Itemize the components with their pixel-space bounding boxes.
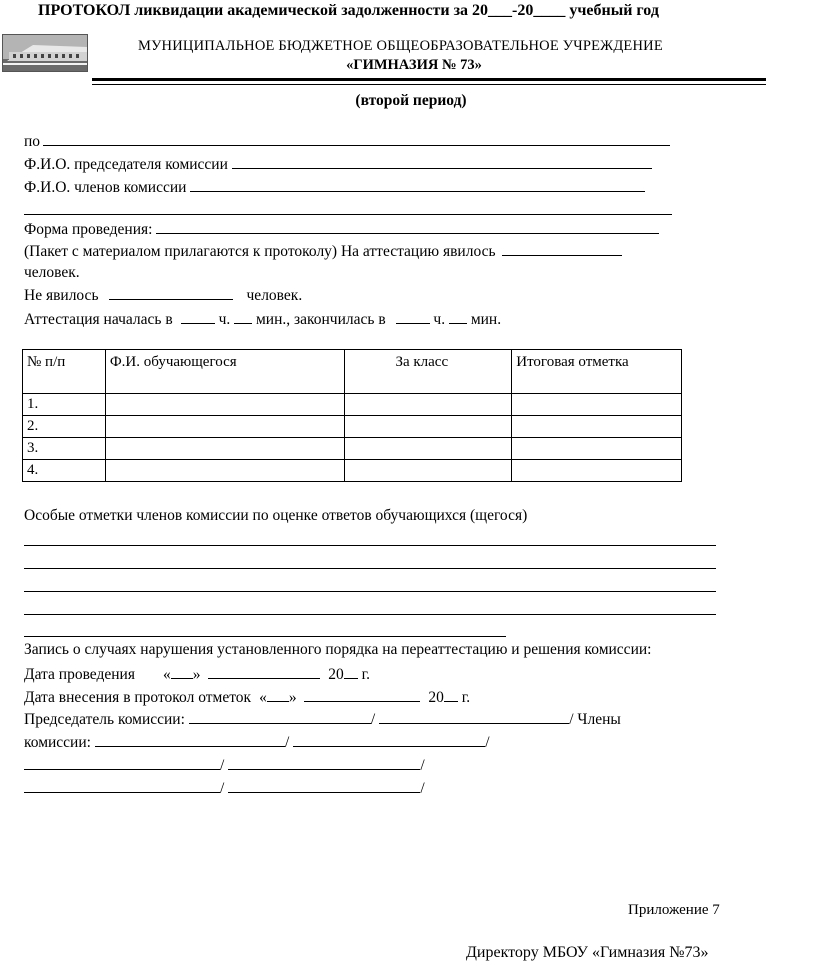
- day-blank[interactable]: [171, 665, 193, 679]
- time-field: [24, 310, 501, 329]
- document-title: ПРОТОКОЛ ликвидации академической задолженности за 20___-20____ учебный год: [38, 2, 659, 19]
- grade-cell[interactable]: [512, 438, 682, 460]
- members-label: Ф.И.О. членов комиссии: [24, 179, 187, 196]
- grade-cell[interactable]: [512, 394, 682, 416]
- chair-field: [24, 155, 652, 174]
- member-name-blank[interactable]: [228, 756, 420, 770]
- subject-field: [24, 132, 670, 151]
- attendance-field: [24, 242, 622, 261]
- year-prefix: 20: [428, 689, 444, 706]
- appendix-label: Приложение 7: [628, 902, 720, 918]
- subject-blank[interactable]: [43, 132, 670, 146]
- notes-line-1[interactable]: [24, 545, 716, 546]
- minutes-abbr: мин.: [470, 311, 502, 328]
- class-cell[interactable]: [345, 394, 512, 416]
- member-name-blank[interactable]: [293, 733, 485, 747]
- member-signature-blank[interactable]: [95, 733, 285, 747]
- student-name-cell[interactable]: [105, 394, 345, 416]
- member-sign-line-2: / /: [24, 756, 425, 775]
- header-student-name: Ф.И. обучающегося: [105, 350, 345, 394]
- package-text: (Пакет с материалом прилагаются к протоколу) На аттестацию явилось: [24, 243, 496, 260]
- table-row: [23, 416, 682, 438]
- class-cell[interactable]: [345, 460, 512, 482]
- chair-signature-blank[interactable]: [189, 710, 371, 724]
- absent-count-blank[interactable]: [109, 286, 233, 300]
- notes-line-5[interactable]: [24, 636, 506, 637]
- absent-field: [24, 286, 302, 305]
- absent-persons: человек.: [246, 287, 303, 304]
- month-blank[interactable]: [304, 688, 420, 702]
- class-cell[interactable]: [345, 438, 512, 460]
- table-row: [23, 394, 682, 416]
- started-label: Аттестация началась в: [24, 311, 173, 328]
- subject-label: по: [24, 133, 41, 150]
- end-hours-blank[interactable]: [396, 310, 430, 324]
- members-field: [24, 178, 645, 197]
- commission-label: комиссии:: [24, 734, 91, 751]
- persons-word: человек.: [24, 264, 80, 281]
- student-name-cell[interactable]: [105, 438, 345, 460]
- year-blank[interactable]: [444, 688, 458, 702]
- table-row: [23, 460, 682, 482]
- grade-cell[interactable]: [512, 460, 682, 482]
- special-marks-label: Особые отметки членов комиссии по оценке ответов обучающихся (щегося): [24, 507, 528, 524]
- absent-label: Не явилось: [24, 287, 99, 304]
- date-held-label: Дата проведения: [24, 666, 135, 683]
- organization-name: МУНИЦИПАЛЬНОЕ БЮДЖЕТНОЕ ОБЩЕОБРАЗОВАТЕЛЬНОЕ УЧРЕЖДЕНИЕ: [138, 38, 663, 54]
- end-minutes-blank[interactable]: [449, 310, 467, 324]
- grade-cell[interactable]: [512, 416, 682, 438]
- school-name: «ГИМНАЗИЯ № 73»: [346, 57, 482, 73]
- students-table: [22, 349, 682, 482]
- table-header-row: [23, 350, 682, 394]
- minutes-ended-label: мин., закончилась в: [255, 311, 386, 328]
- date-held-field: [24, 665, 370, 684]
- quote-open: «: [259, 689, 267, 706]
- form-blank[interactable]: [156, 220, 659, 234]
- members-blank[interactable]: [190, 178, 645, 192]
- month-blank[interactable]: [208, 665, 320, 679]
- chair-sign-label: Председатель комиссии:: [24, 711, 185, 728]
- header-divider-thick: [92, 78, 766, 81]
- attended-count-blank[interactable]: [502, 242, 622, 256]
- chair-sign-field: Председатель комиссии: / / Члены: [24, 711, 621, 728]
- date-entered-label: Дата внесения в протокол отметок: [24, 689, 252, 706]
- table-row: [23, 438, 682, 460]
- persons-word-line: [24, 264, 80, 282]
- class-cell[interactable]: [345, 416, 512, 438]
- day-blank[interactable]: [267, 688, 289, 702]
- members-word: Члены: [577, 711, 621, 728]
- header-class: За класс: [345, 350, 512, 394]
- period-subtitle: (второй период): [355, 92, 467, 109]
- start-hours-blank[interactable]: [181, 310, 215, 324]
- year-blank[interactable]: [344, 665, 358, 679]
- row-number: 2.: [23, 416, 106, 438]
- quote-close: »: [288, 689, 297, 706]
- quote-open: «: [162, 666, 171, 683]
- hours-abbr-2: ч.: [433, 311, 446, 328]
- form-label: Форма проведения:: [24, 221, 153, 238]
- header-number: № п/п: [23, 350, 106, 394]
- quote-close: »: [192, 666, 201, 683]
- year-prefix: 20: [328, 666, 344, 683]
- members-sign-field: комиссии: / /: [24, 734, 490, 751]
- row-number: 3.: [23, 438, 106, 460]
- start-minutes-blank[interactable]: [234, 310, 252, 324]
- date-entered-field: [24, 688, 470, 707]
- member-signature-blank[interactable]: [24, 779, 220, 793]
- addressee-line: Директору МБОУ «Гимназия №73»: [466, 944, 709, 961]
- members-blank-continued[interactable]: [24, 200, 672, 215]
- member-signature-blank[interactable]: [24, 756, 220, 770]
- year-suffix: г.: [461, 689, 471, 706]
- member-sign-line-3: / /: [24, 779, 425, 798]
- row-number: 4.: [23, 460, 106, 482]
- chair-blank[interactable]: [232, 155, 652, 169]
- hours-abbr: ч.: [218, 311, 231, 328]
- notes-line-4[interactable]: [24, 614, 716, 615]
- form-field: [24, 220, 659, 239]
- student-name-cell[interactable]: [105, 460, 345, 482]
- header-divider-thin: [92, 84, 766, 85]
- notes-line-2[interactable]: [24, 568, 716, 569]
- violations-label: Запись о случаях нарушения установленного порядка на переаттестацию и решения комиссии:: [24, 641, 652, 658]
- chair-name-blank[interactable]: [379, 710, 569, 724]
- notes-line-3[interactable]: [24, 591, 716, 592]
- year-suffix: г.: [361, 666, 371, 683]
- header-final-grade: Итоговая отметка: [512, 350, 682, 394]
- student-name-cell[interactable]: [105, 416, 345, 438]
- chair-label: Ф.И.О. председателя комиссии: [24, 156, 228, 173]
- member-name-blank[interactable]: [228, 779, 420, 793]
- row-number: 1.: [23, 394, 106, 416]
